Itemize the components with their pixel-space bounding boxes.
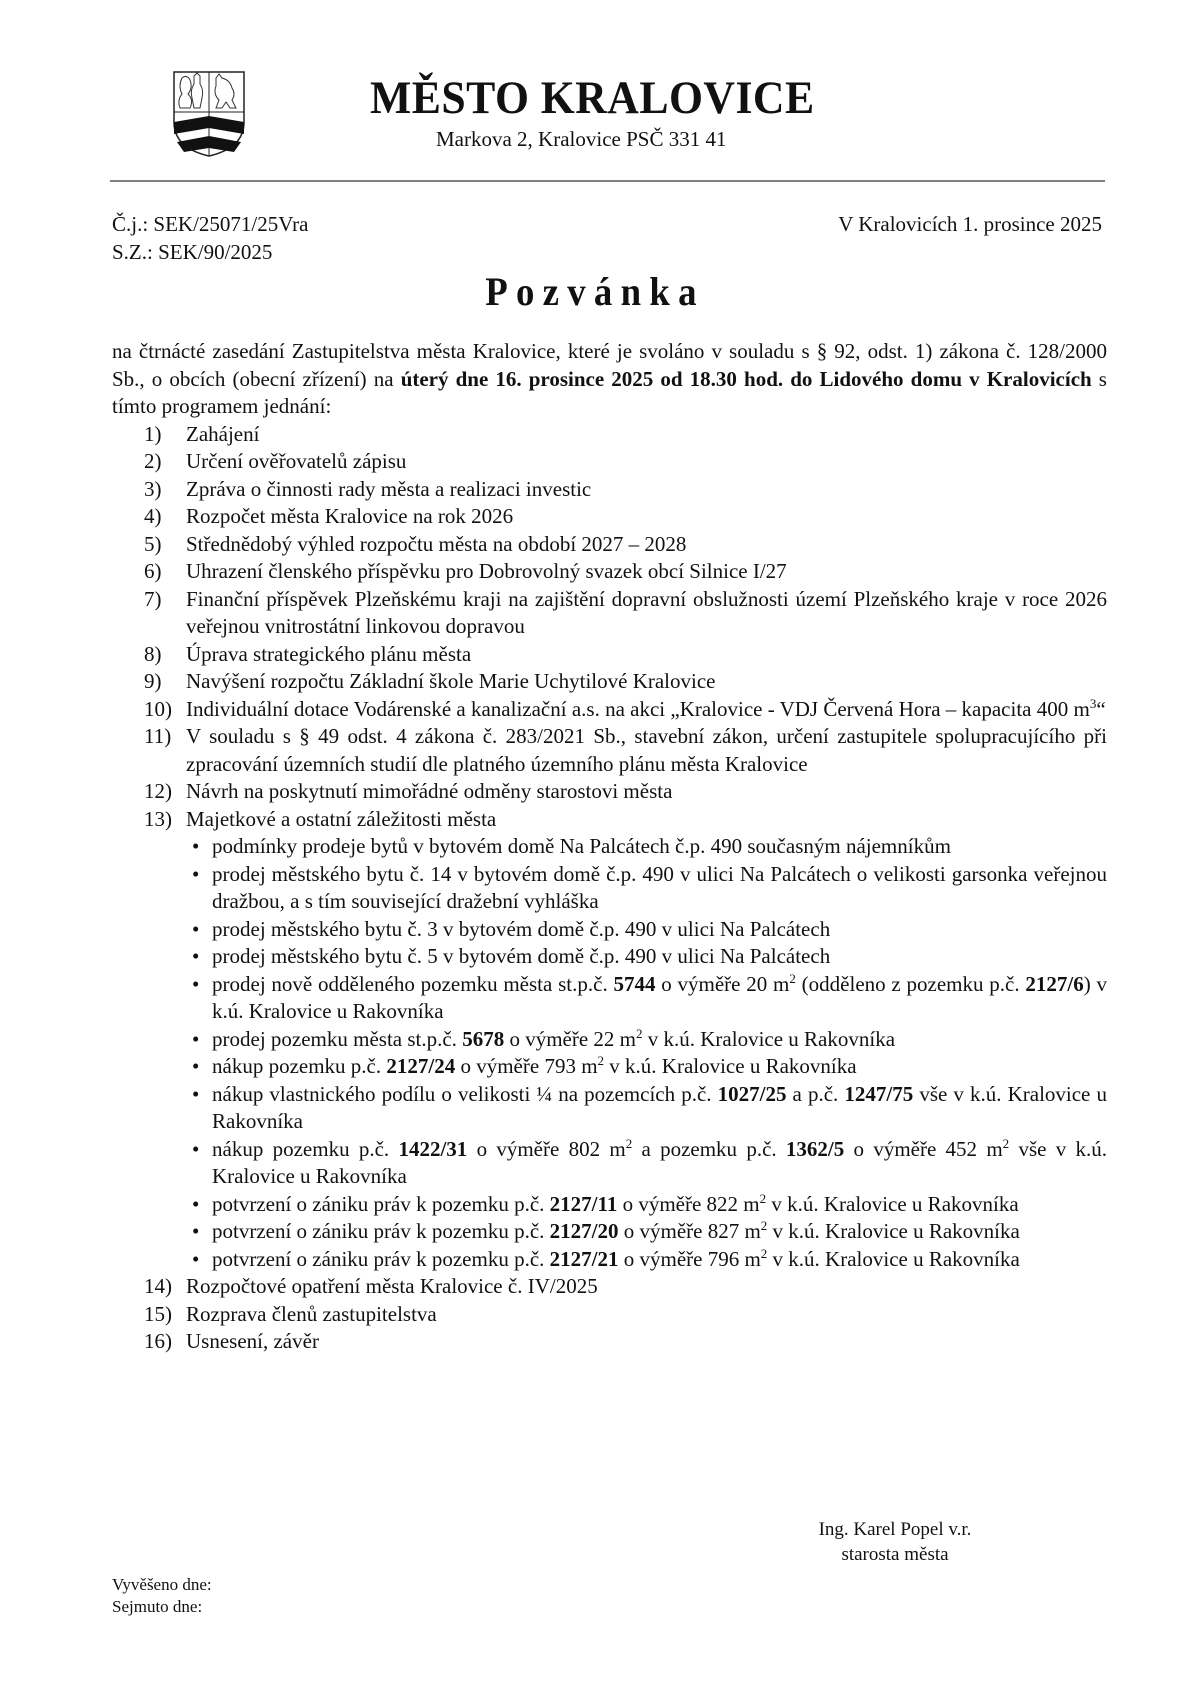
property-item (186, 1246, 1107, 1274)
superscript: 3 (1089, 695, 1097, 711)
agenda-text: Rozpočet města Kralovice na rok 2026 (186, 504, 514, 528)
superscript: 2 (760, 1245, 768, 1261)
agenda-number: 15) (144, 1301, 172, 1326)
superscript: 2 (759, 1190, 767, 1206)
agenda-number: 6) (144, 559, 162, 583)
bullet-icon: • (192, 916, 200, 941)
item-text: a p.č. (786, 1081, 845, 1106)
item-text: ) v k.ú. Kralovice u Rakovníka (212, 971, 1107, 1023)
item-text: v k.ú. Kralovice u Rakovníka (642, 1026, 896, 1051)
item-text: o výměře 452 m (844, 1136, 1003, 1161)
document-body (112, 338, 1107, 1356)
item-text: potvrzení o zániku práv k pozemku p.č. (212, 1191, 550, 1216)
agenda-item (112, 448, 1107, 476)
signature-block (780, 1517, 1010, 1567)
removed-date-label: Sejmuto dne: (112, 1597, 203, 1616)
property-item (186, 861, 1107, 916)
signatory-name: Ing. Karel Popel v.r. (818, 1519, 972, 1540)
posting-block (112, 1574, 212, 1618)
item-text: podmínky prodeje bytů v bytovém domě Na Palcátech č.p. 490 současným nájemníkům (212, 834, 951, 858)
intro-text-end: s tímto programem jednání: (112, 366, 1107, 418)
agenda-item (112, 1301, 1107, 1329)
agenda-item (112, 696, 1107, 724)
item-text: prodej nově odděleného pozemku města st.p.č. (212, 971, 614, 996)
item-text: prodej městského bytu č. 5 v bytovém domě č.p. 490 v ulici Na Palcátech (212, 944, 831, 968)
bullet-icon: • (192, 1136, 200, 1161)
agenda-number: 5) (144, 531, 162, 556)
parcel-number: 2127/11 (549, 1191, 618, 1216)
agenda-number: 14) (144, 1274, 172, 1298)
item-text: potvrzení o zániku práv k pozemku p.č. (212, 1246, 550, 1271)
agenda-text: Uhrazení členského příspěvku pro Dobrovolný svazek obcí Silnice I/27 (186, 559, 787, 583)
item-text: v k.ú. Kralovice u Rakovníka (767, 1246, 1020, 1271)
agenda-text: Určení ověřovatelů zápisu (186, 449, 407, 473)
agenda-text: Návrh na poskytnutí mimořádné odměny starostovi města (186, 779, 673, 803)
agenda-item (112, 558, 1107, 586)
item-text: nákup pozemku p.č. (212, 1054, 387, 1078)
agenda-text: Majetkové a ostatní záležitosti města (186, 806, 497, 831)
agenda-item (112, 723, 1107, 778)
item-text: v k.ú. Kralovice u Rakovníka (604, 1054, 857, 1078)
item-text: potvrzení o zániku práv k pozemku p.č. (212, 1219, 550, 1243)
property-item (186, 971, 1107, 1026)
bullet-icon: • (192, 1246, 200, 1271)
agenda-text: Úprava strategického plánu města (186, 641, 472, 666)
city-address: Markova 2, Kralovice PSČ 331 41 (436, 127, 727, 151)
property-item (186, 1191, 1107, 1219)
bullet-icon: • (192, 1054, 200, 1078)
agenda-item (112, 1328, 1107, 1356)
agenda-item (112, 503, 1107, 531)
agenda-list (112, 421, 1107, 1356)
agenda-number: 10) (144, 696, 172, 721)
property-item (186, 943, 1107, 971)
item-text: nákup pozemku p.č. (212, 1136, 399, 1161)
bullet-icon: • (192, 971, 200, 996)
superscript: 2 (1002, 1135, 1010, 1151)
agenda-item (112, 778, 1107, 806)
property-item (186, 1218, 1107, 1246)
item-text: vše v k.ú. Kralovice u Rakovníka (212, 1081, 1107, 1133)
agenda-text: Rozpočtové opatření města Kralovice č. IV/2025 (186, 1274, 598, 1298)
agenda-text: Rozprava členů zastupitelstva (186, 1301, 437, 1326)
property-sublist (186, 833, 1107, 1273)
agenda-number: 11) (144, 724, 172, 748)
file-mark: S.Z.: SEK/90/2025 (112, 240, 273, 264)
property-item (186, 1026, 1107, 1054)
agenda-item (112, 806, 1107, 1274)
superscript: 2 (789, 970, 796, 986)
agenda-item (112, 1273, 1107, 1301)
reference-number: Č.j.: SEK/25071/25Vra (112, 212, 309, 236)
item-text: o výměře 793 m (455, 1054, 598, 1078)
property-item (186, 1053, 1107, 1081)
parcel-number: 1362/5 (785, 1136, 845, 1161)
intro-text: na čtrnácté zasedání Zastupitelstva města Kralovice, které je svoláno v souladu s § 92, odst. 1) zákona č. 128/2000 Sb., o obcích (obecní zřízení) na (112, 339, 1107, 391)
agenda-number: 9) (144, 669, 162, 693)
item-text: o výměře 827 m (618, 1219, 761, 1243)
header-divider (110, 180, 1105, 182)
meeting-date-place: úterý dne 16. prosince 2025 od 18.30 hod. do Lidového domu v Kralovicích (400, 366, 1092, 391)
agenda-number: 12) (144, 779, 172, 803)
agenda-item (112, 668, 1107, 696)
agenda-item (112, 531, 1107, 559)
bullet-icon: • (192, 1026, 200, 1051)
superscript: 2 (636, 1025, 643, 1041)
coat-of-arms-icon (172, 70, 246, 158)
item-text: nákup vlastnického podílu o velikosti ¼ na pozemcích p.č. (212, 1081, 718, 1106)
agenda-text: Zahájení (186, 421, 260, 446)
parcel-number: 1027/25 (717, 1081, 787, 1106)
reference-block (112, 210, 309, 266)
item-text: o výměře 802 m (467, 1136, 626, 1161)
parcel-number: 1422/31 (398, 1136, 468, 1161)
agenda-text: V souladu s § 49 odst. 4 zákona č. 283/2021 Sb., stavební zákon, určení zastupitele spolupracujícího při zpracování územních studií dle platného územního plánu města Kralovice (186, 724, 1107, 776)
agenda-number: 16) (144, 1329, 172, 1353)
place-date: V Kralovicích 1. prosince 2025 (838, 212, 1102, 236)
parcel-number: 2127/20 (549, 1219, 619, 1243)
bullet-icon: • (192, 1219, 200, 1243)
agenda-text: Individuální dotace Vodárenské a kanalizační a.s. na akci „Kralovice - VDJ Červená Hora – kapacita 400 m (186, 696, 1090, 721)
item-text: vše v k.ú. Kralovice u Rakovníka (212, 1136, 1107, 1188)
closing-quote: “ (1096, 696, 1106, 721)
parcel-number: 1247/75 (844, 1081, 914, 1106)
item-text: prodej pozemku města st.p.č. (212, 1026, 463, 1051)
agenda-number: 8) (144, 641, 162, 666)
property-item (186, 833, 1107, 861)
agenda-number: 13) (144, 806, 172, 831)
parcel-number: 2127/24 (386, 1054, 456, 1078)
item-text: o výměře 796 m (618, 1246, 761, 1271)
bullet-icon: • (192, 1081, 200, 1106)
signatory-role: starosta města (841, 1544, 949, 1565)
city-title: MĚSTO KRALOVICE (370, 72, 815, 124)
agenda-item (112, 586, 1107, 641)
item-text: (odděleno z pozemku p.č. (795, 971, 1026, 996)
property-item (186, 1136, 1107, 1191)
item-text: v k.ú. Kralovice u Rakovníka (767, 1219, 1020, 1243)
agenda-number: 1) (144, 421, 162, 446)
parcel-number: 2127/21 (549, 1246, 619, 1271)
item-text: prodej městského bytu č. 3 v bytovém domě č.p. 490 v ulici Na Palcátech (212, 916, 831, 941)
superscript: 2 (597, 1053, 605, 1068)
document-heading: Pozvánka (485, 269, 705, 314)
parcel-number: 5678 (462, 1026, 505, 1051)
item-text: a pozemku p.č. (632, 1136, 786, 1161)
bullet-icon: • (192, 944, 200, 968)
agenda-number: 4) (144, 504, 162, 528)
agenda-text: Usnesení, závěr (186, 1329, 319, 1353)
superscript: 2 (625, 1135, 633, 1151)
agenda-text: Finanční příspěvek Plzeňskému kraji na zajištění dopravní obslužnosti území Plzeňského kraje v roce 2026 veřejnou vnitrostátní linkovou dopravou (186, 586, 1107, 638)
agenda-number: 3) (144, 476, 162, 501)
bullet-icon: • (192, 834, 200, 858)
property-item (186, 1081, 1107, 1136)
item-text: o výměře 822 m (617, 1191, 760, 1216)
agenda-item (112, 421, 1107, 449)
bullet-icon: • (192, 861, 200, 886)
property-item (186, 916, 1107, 944)
item-text: o výměře 22 m (504, 1026, 636, 1051)
bullet-icon: • (192, 1191, 200, 1216)
item-text: o výměře 20 m (655, 971, 790, 996)
agenda-number: 2) (144, 449, 162, 473)
agenda-item (112, 641, 1107, 669)
agenda-text: Navýšení rozpočtu Základní škole Marie Uchytilové Kralovice (186, 669, 716, 693)
superscript: 2 (760, 1218, 768, 1233)
agenda-number: 7) (144, 586, 162, 611)
intro-paragraph (112, 338, 1107, 421)
parcel-number: 5744 (613, 971, 656, 996)
agenda-text: Střednědobý výhled rozpočtu města na období 2027 – 2028 (186, 531, 687, 556)
agenda-item (112, 476, 1107, 504)
agenda-text: Zpráva o činnosti rady města a realizaci investic (186, 476, 592, 501)
parcel-number: 2127/6 (1025, 971, 1084, 996)
item-text: prodej městského bytu č. 14 v bytovém domě č.p. 490 v ulici Na Palcátech o velikosti garsonka veřejnou dražbou, a s tím související dražební vyhláška (212, 861, 1107, 913)
posted-date-label: Vyvěšeno dne: (112, 1575, 212, 1594)
item-text: v k.ú. Kralovice u Rakovníka (766, 1191, 1019, 1216)
